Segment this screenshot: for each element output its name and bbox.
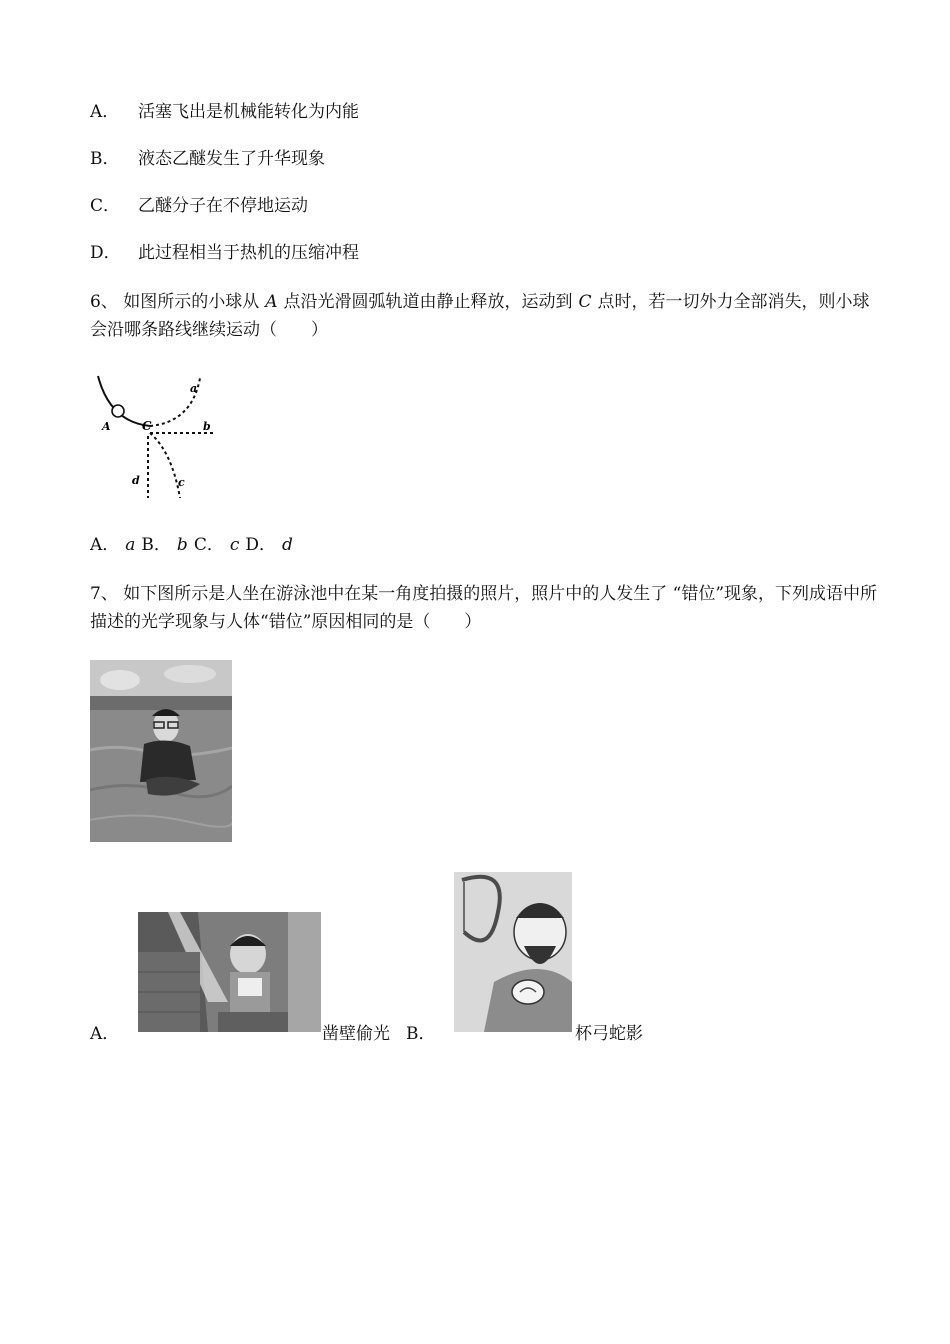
q5-option-b (90, 147, 325, 171)
option-letter: B． (141, 535, 171, 555)
label-c-path: c (178, 476, 185, 489)
option-text: 乙醚分子在不停地运动 (138, 196, 308, 216)
q6-option-a (90, 535, 141, 555)
q5-option-d (90, 241, 359, 265)
point-a-label: A (265, 292, 278, 312)
option-letter: C． (193, 535, 224, 555)
option-text: 液态乙醚发生了升华现象 (138, 149, 325, 169)
track-diagram-svg (92, 372, 222, 502)
ball (112, 405, 124, 417)
option-letter: B． (90, 149, 120, 169)
point-c-label: C (578, 292, 592, 312)
q7-option-a-letter: A． (90, 1024, 120, 1044)
q6-options (90, 533, 299, 557)
track-diagram (92, 372, 222, 502)
q6-text-2: 点沿光滑圆弧轨道由静止释放，运动到 (283, 292, 573, 312)
option-text: 活塞飞出是机械能转化为内能 (138, 102, 359, 122)
swimming-pool-photo-svg (90, 660, 232, 842)
q6-text-1: 如图所示的小球从 (123, 292, 260, 312)
q7-option-b-text: 杯弓蛇影 (575, 1024, 643, 1044)
option-b-illustration-svg (454, 872, 572, 1032)
option-a-illustration (138, 912, 321, 1032)
q6-text-3: 点时，若一切外力全部消失，则小球会沿哪条路线继续运动（ ） (90, 292, 870, 340)
option-letter: D． (90, 243, 121, 263)
q6-option-c (194, 535, 246, 555)
option-text: 此过程相当于热机的压缩冲程 (138, 243, 359, 263)
question-number: 6、 (90, 292, 118, 312)
path-c (150, 433, 180, 498)
option-b-illustration (454, 872, 572, 1032)
option-value: b (176, 535, 188, 555)
label-c-point: C (142, 419, 152, 433)
option-value: c (229, 535, 240, 555)
option-a-illustration-svg (138, 912, 321, 1032)
option-letter: A． (90, 535, 120, 555)
q7-option-b-letter: B． (406, 1024, 436, 1044)
option-value: d (282, 535, 293, 555)
label-a-path: a (190, 382, 198, 395)
q6-option-b (141, 535, 193, 555)
option-letter: C． (90, 196, 121, 216)
swimming-pool-photo (90, 660, 232, 842)
question-number: 7、 (90, 584, 118, 604)
option-value: a (125, 535, 136, 555)
q5-option-c (90, 194, 308, 218)
label-d-path: d (132, 474, 140, 487)
q6-stem (90, 288, 880, 344)
q7-text: 如下图所示是人坐在游泳池中在某一角度拍摄的照片，照片中的人发生了 “错位”现象，下列成语中所描述的光学现象与人体“错位”原因相同的是（ ） (90, 584, 878, 632)
option-letter: D． (245, 535, 276, 555)
label-b-path: b (203, 420, 211, 433)
option-letter: A． (90, 102, 120, 122)
q6-option-d (245, 535, 299, 555)
q5-option-a (90, 100, 359, 124)
label-a-point: A (102, 420, 111, 433)
q7-option-a-text: 凿壁偷光 (322, 1024, 390, 1044)
q7-stem (90, 580, 880, 636)
